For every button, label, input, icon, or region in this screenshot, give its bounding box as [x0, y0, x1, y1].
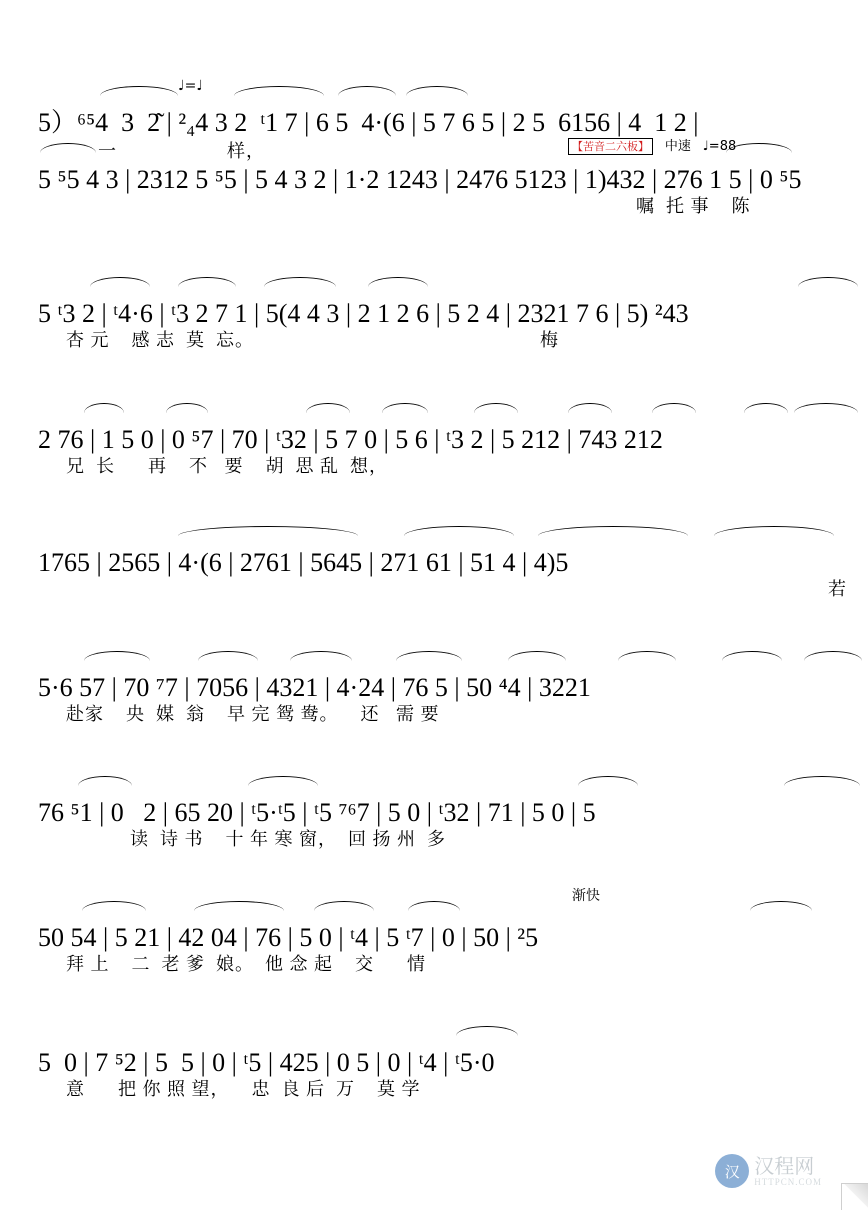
notation-text-7: 76 ⁵1 | 0 2 | 65 20 | ᵗ5·ᵗ5 | ᵗ5 ⁷⁶7 | 5 0 | ᵗ32 | 71 | 5 0 | 5	[38, 798, 596, 827]
slur	[578, 776, 638, 786]
tempo-bpm-label: ♩=88	[702, 139, 737, 154]
slur	[744, 403, 788, 413]
slur	[722, 651, 782, 661]
tempo-speed-label: 中速	[664, 139, 691, 154]
slur	[194, 901, 284, 911]
slur	[456, 1026, 518, 1036]
slur	[234, 86, 324, 96]
lyric-text-4: 兄 长 再 不 要 胡 思 乱 想，	[66, 456, 388, 476]
music-system-5	[38, 508, 847, 633]
notation-text-2: 5 ⁵5 4 3 | 2312 5 ⁵5 | 5 4 3 2 | 1·2 1243 | 2476 5123 | 1)432 | 276 1 5 | 0 ⁵5	[38, 165, 802, 194]
slur	[404, 526, 514, 536]
slur	[714, 526, 834, 536]
music-system-3	[38, 255, 830, 383]
lyric-line-9	[66, 1080, 421, 1106]
slur	[568, 403, 612, 413]
slur	[178, 277, 236, 287]
slur	[248, 776, 318, 786]
watermark-logo-icon: 汉	[715, 1154, 749, 1188]
slur	[338, 86, 396, 96]
notation-text-4: 2 76 | 1 5 0 | 0 ⁵7 | 70 | ᵗ32 | 5 7 0 | 5 6 | ᵗ3 2 | 5 212 | 743 212	[38, 425, 663, 454]
slur	[178, 526, 358, 536]
lyric-line-8	[66, 955, 426, 981]
slur	[40, 143, 96, 153]
slur	[804, 651, 862, 661]
tempo-marking-1	[178, 78, 203, 94]
watermark-site-url: HTTPCN.COM	[754, 1176, 822, 1187]
lyric-text-2: 嘱 托 事 陈	[636, 196, 751, 216]
music-system-9	[38, 1008, 830, 1128]
notation-line-8	[38, 911, 538, 951]
slur	[406, 86, 468, 96]
slur	[798, 277, 858, 287]
slur	[396, 651, 462, 661]
notation-line-4	[38, 413, 663, 453]
slur	[314, 901, 374, 911]
slur	[794, 403, 858, 413]
slur	[750, 901, 812, 911]
notation-text-3: 5 ᵗ3 2 | ᵗ4·6 | ᵗ3 2 7 1 | 5(4 4 3 | 2 1 2 6 | 5 2 4 | 2321 7 6 | 5) ²43	[38, 299, 689, 328]
slur	[382, 403, 428, 413]
slur	[474, 403, 518, 413]
slur	[652, 403, 696, 413]
slur	[78, 776, 132, 786]
notation-text-8: 50 54 | 5 21 | 42 04 | 76 | 5 0 | ᵗ4 | 5 ᵗ7 | 0 | 50 | ²5	[38, 923, 539, 952]
notation-line-2	[38, 153, 801, 193]
notation-text-1: 5）⁶⁵4 3 2͂ | ²₄4 3 2 ᵗ1 7 | 6 5 4·(6 | 5 7 6 5 | 2 5 6156 | 4 1 2 |	[38, 108, 699, 137]
lyric-line-5	[828, 580, 847, 606]
slur	[90, 277, 150, 287]
slur	[306, 403, 350, 413]
slur	[264, 277, 336, 287]
watermark-site-name: 汉程网	[754, 1153, 815, 1178]
slur	[784, 776, 860, 786]
slur	[84, 403, 124, 413]
lyric-text-6: 赴家 央 媒 翁 早 完 鸳 鸯。 还 需 要	[66, 704, 440, 724]
tempo-value-1: ♩=♩	[178, 78, 203, 94]
notation-text-6: 5·6 57 | 70 ⁷7 | 7056 | 4321 | 4·24 | 76 5 | 50 ⁴4 | 3221	[38, 673, 591, 702]
notation-text-5: 1765 | 2565 | 4·(6 | 2761 | 5645 | 271 61 | 51 4 | 4)5	[38, 548, 569, 577]
slur	[368, 277, 428, 287]
music-system-2	[38, 125, 830, 255]
slur	[166, 403, 208, 413]
music-system-8	[38, 883, 830, 1008]
lyric-line-2	[636, 197, 751, 223]
lyric-line-3	[66, 331, 559, 357]
music-system-6	[38, 633, 830, 758]
notation-line-5	[38, 536, 568, 576]
banshi-label: 【苦音二六板】	[568, 138, 653, 155]
slur	[508, 651, 566, 661]
lyric-line-6	[66, 705, 440, 731]
slur	[290, 651, 352, 661]
lyric-text-8: 拜 上 二 老 爹 娘。 他 念 起 交 情	[66, 954, 426, 974]
lyric-text-7: 读 诗 书 十 年 寒 窗， 回 扬 州 多	[130, 829, 446, 849]
notation-line-7	[38, 786, 596, 826]
slur	[82, 901, 146, 911]
notation-line-3	[38, 287, 689, 327]
slur	[618, 651, 676, 661]
slur	[538, 526, 688, 536]
music-system-7	[38, 758, 830, 883]
notation-text-9: 5 0 | 7 ⁵2 | 5 5 | 0 | ᵗ5 | 425 | 0 5 | 0 | ᵗ4 | ᵗ5·0	[38, 1048, 495, 1077]
notation-line-9	[38, 1036, 495, 1076]
tempo-accelerate-label: 渐快	[572, 888, 600, 904]
lyric-text-5: 若	[828, 579, 847, 599]
slur	[408, 901, 460, 911]
lyric-text-9: 意 把 你 照 望， 忠 良 后 万 莫 学	[66, 1079, 421, 1099]
watermark	[715, 1154, 822, 1188]
lyric-line-7	[130, 830, 446, 856]
tempo-marking-8	[572, 885, 600, 905]
slur	[198, 651, 258, 661]
page-corner-fold	[841, 1183, 868, 1210]
lyric-text-3: 杏 元 感 志 莫 忘。 梅	[66, 330, 559, 350]
lyric-line-4	[66, 457, 388, 483]
lyric-text-1: 一 样，	[98, 141, 265, 161]
notation-line-6	[38, 661, 591, 701]
tempo-marking-2	[568, 135, 736, 154]
slur	[84, 651, 150, 661]
slur	[100, 86, 178, 96]
music-system-4	[38, 383, 830, 508]
